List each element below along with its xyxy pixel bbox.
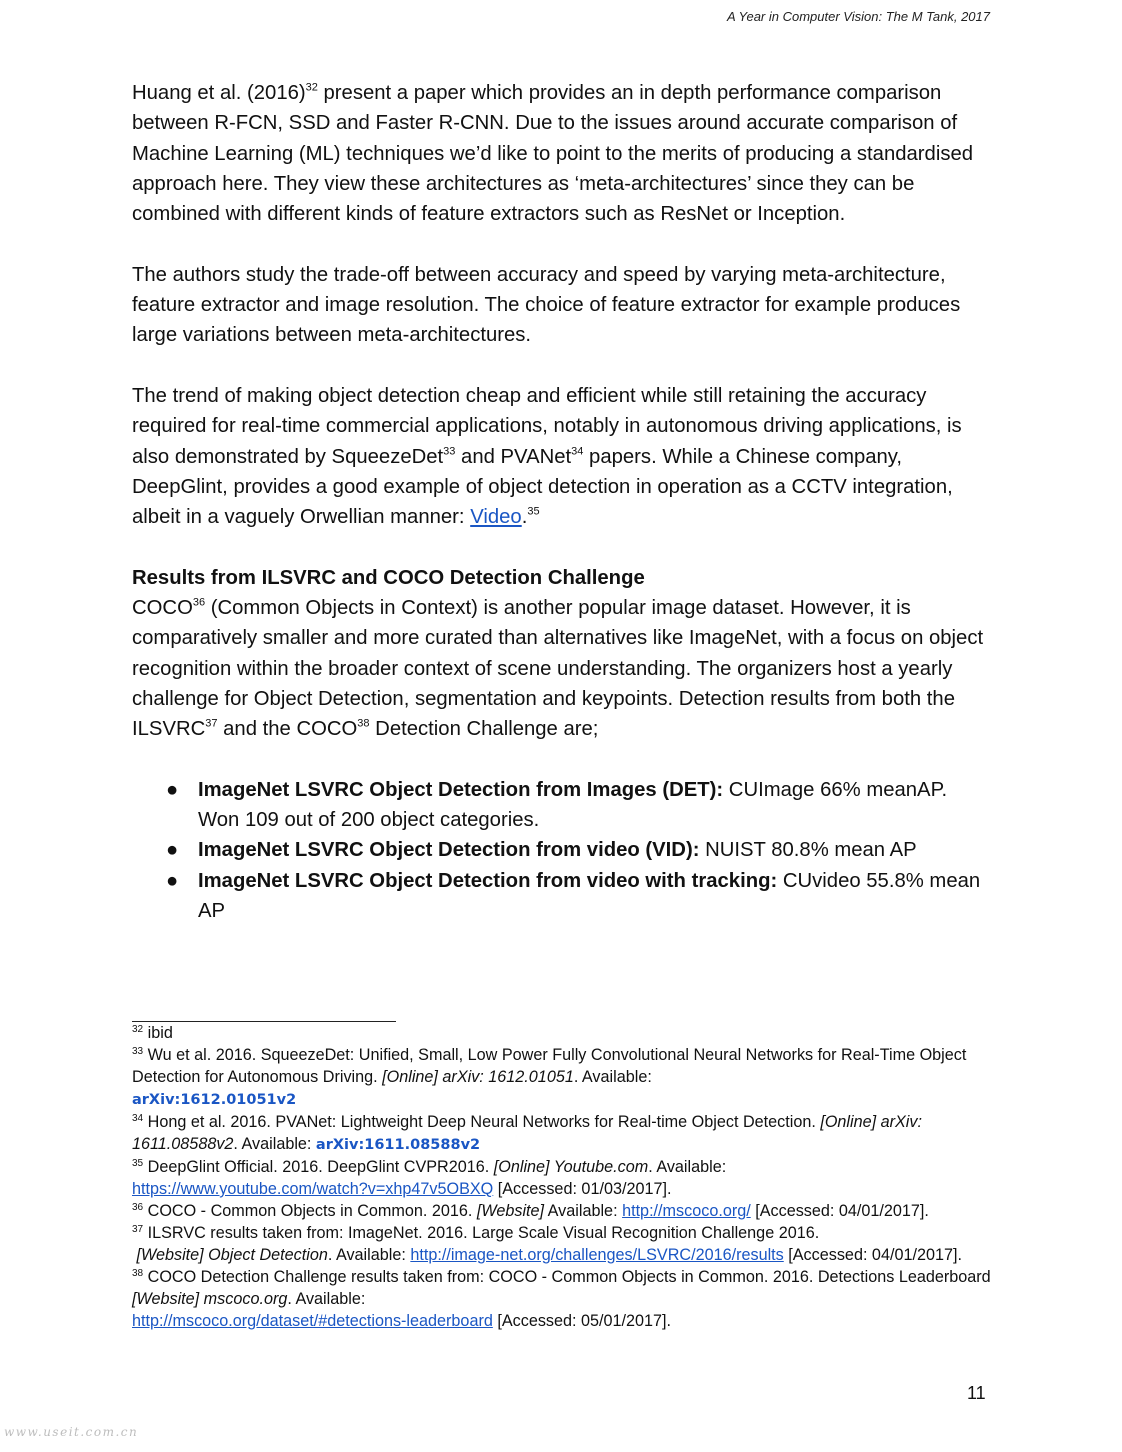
list-item [166,835,992,865]
results-list [132,775,992,926]
footnote-source: [Website] mscoco.org [132,1290,288,1308]
footnote-38 [132,1266,992,1332]
footnote-text: . Available: [233,1135,316,1153]
footnotes [132,1021,992,1332]
video-link[interactable]: Video [470,506,522,529]
footnote-text: DeepGlint Official. 2016. DeepGlint CVPR2016. [143,1158,494,1176]
imagenet-results-link[interactable]: http://image-net.org/challenges/LSVRC/2016/results [410,1246,784,1264]
footnote-text: Available: [544,1202,623,1220]
footnote-number: 38 [132,1267,144,1279]
text-span: and the COCO [217,718,358,741]
footnote-text: . Available: [327,1246,411,1264]
mscoco-link[interactable]: http://mscoco.org/ [622,1202,751,1220]
footnote-text: COCO - Common Objects in Common. 2016. [143,1202,477,1220]
text-span: The trend of making object detection cheap and efficient while still retaining the accuracy required for real-time commercial applications, notably in autonomous driving applications, is also demonstrated by SqueezeDet [132,384,962,468]
leaderboard-link[interactable]: http://mscoco.org/dataset/#detections-leaderboard [132,1312,493,1330]
result-text: CUImage 66% meanAP. Won 109 out of 200 object categories. [198,778,948,832]
footnote-text: COCO Detection Challenge results taken from: COCO - Common Objects in Common. 2016. Detections Leaderboard [143,1268,991,1286]
footnote-36 [132,1200,992,1222]
footnote-text: . Available: [648,1158,727,1176]
footnote-number: 36 [132,1201,144,1213]
bullet-icon: ● [166,869,179,892]
text-span: . [521,506,528,529]
text-span: COCO [132,597,193,620]
paragraph-tradeoff: The authors study the trade-off between accuracy and speed by varying meta-architecture, feature extractor and image resolution. The choice of feature extractor for example produces large variations between meta-architectures. [132,263,961,347]
footnote-text: Wu et al. 2016. SqueezeDet: Unified, Small, Low Power Fully Convolutional Neural Networks for Real-Time Object Detection for Autonomous Driving. [132,1046,967,1086]
list-item [166,775,992,836]
footnote-number: 33 [132,1045,144,1057]
result-label: ImageNet LSVRC Object Detection from video (VID): [198,839,700,862]
footnote-accessed: [Accessed: 04/01/2017]. [750,1202,929,1220]
footnote-text: ILSRVC results taken from: ImageNet. 2016. Large Scale Visual Recognition Challenge 2016. [143,1224,820,1242]
footnote-34 [132,1111,992,1156]
footnote-source: [Online] arXiv: 1612.01051 [382,1068,574,1086]
footnote-ref-36[interactable]: 36 [192,596,206,609]
result-text: CUvideo 55.8% mean AP [198,869,981,923]
paragraph-coco [132,593,992,744]
footnote-source: [Online] Youtube.com [493,1158,649,1176]
footnote-source: [Online] arXiv: 1611.08588v2 [132,1113,922,1153]
footnote-text: Hong et al. 2016. PVANet: Lightweight Deep Neural Networks for Real-time Object Detection. [143,1113,821,1131]
footnote-number: 35 [132,1157,144,1169]
footnote-ref-32[interactable]: 32 [305,81,318,94]
footnote-35 [132,1156,992,1200]
text-span: Huang et al. (2016) [132,82,306,104]
footnote-33 [132,1044,992,1111]
footnote-accessed: [Accessed: 05/01/2017]. [492,1312,672,1330]
footnote-ref-34[interactable]: 34 [571,444,584,457]
paragraph-trend [132,381,992,532]
text-span: (Common Objects in Context) is another popular image dataset. However, it is comparatively smaller and more curated than alternatives like ImageNet, with a focus on object recognition within the broader context of scene understanding. The organizers host a yearly challenge for Object Detection, segmentation and keypoints. Detection results from both the ILSVRC [132,597,984,741]
footnote-32 [132,1022,992,1044]
result-label: ImageNet LSVRC Object Detection from video with tracking: [198,869,778,892]
footnote-text: . Available: [287,1290,366,1308]
main-text [132,78,992,926]
watermark: www.useit.com.cn [4,1425,139,1439]
footnote-ref-35[interactable]: 35 [527,505,540,518]
page-number: 11 [967,1383,986,1403]
footnote-ref-38[interactable]: 38 [357,717,370,730]
footnote-accessed: [Accessed: 04/01/2017]. [783,1246,962,1264]
running-header: A Year in Computer Vision: The M Tank, 2017 [726,9,990,24]
footnote-accessed: [Accessed: 01/03/2017]. [493,1180,672,1198]
youtube-link[interactable]: https://www.youtube.com/watch?v=xhp47v5OBXQ [132,1180,494,1198]
bullet-icon: ● [166,778,179,801]
text-span: present a paper which provides an in depth performance comparison between R-FCN, SSD and Faster R-CNN. Due to the issues around accurate comparison of Machine Learning (ML) techniques we’d like to point to the merits of producing a standardised approach here. They view these architectures as ‘meta-architectures’ since they can be combined with different kinds of feature extractors such as ResNet or Inception. [132,82,974,226]
result-label: ImageNet LSVRC Object Detection from Images (DET): [198,778,724,801]
footnote-source: [Website] Object Detection [136,1246,328,1264]
footnote-ref-37[interactable]: 37 [205,717,218,730]
footnote-ref-33[interactable]: 33 [443,444,456,457]
arxiv-link[interactable]: arXiv:1611.08588v2 [315,1137,481,1153]
footnote-37 [132,1222,992,1266]
bullet-icon: ● [166,839,179,862]
footnote-number: 32 [132,1023,144,1035]
footnote-text: ibid [143,1024,173,1042]
text-span: and PVANet [455,445,572,468]
result-text: NUIST 80.8% mean AP [699,839,917,862]
text-span: Detection Challenge are; [369,718,599,741]
paragraph-huang [132,78,992,229]
arxiv-link[interactable]: arXiv:1612.01051v2 [132,1092,297,1108]
footnote-number: 37 [132,1223,144,1235]
footnote-text: . Available: [573,1068,652,1086]
footnote-source: [Website] [476,1202,545,1220]
text-span: papers. While a Chinese company, DeepGlint, provides a good example of object detection in operation as a CCTV integration, albeit in a vaguely Orwellian manner: [132,445,953,529]
footnote-number: 34 [132,1112,144,1124]
list-item [166,866,992,927]
section-heading: Results from ILSVRC and COCO Detection Challenge [132,566,645,589]
